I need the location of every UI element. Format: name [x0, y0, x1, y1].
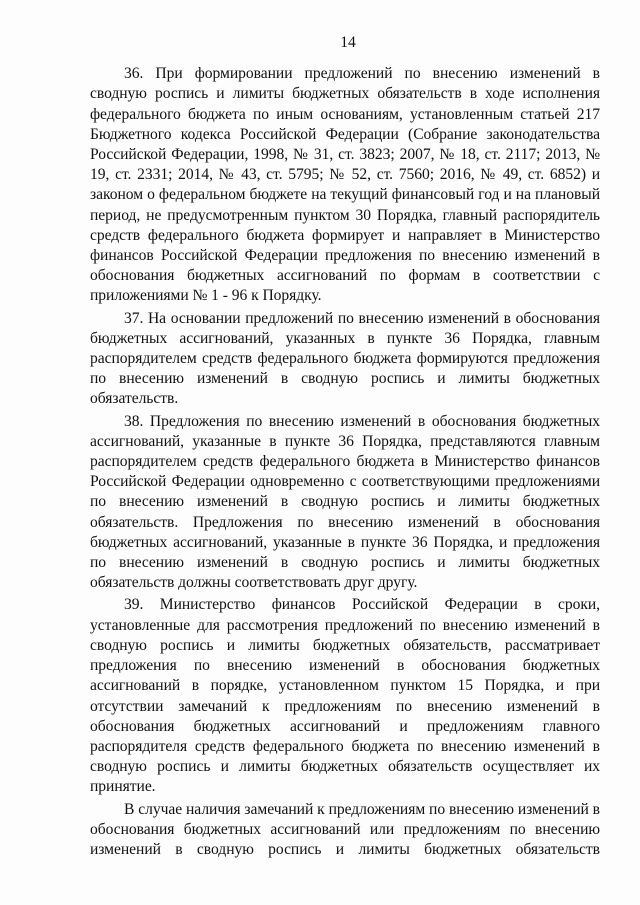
paragraph-39-continuation: В случае наличия замечаний к предложениям по внесению изменений в обоснования бюджетных ассигнований или предложениям по внесению изменений в сводную роспись и лимиты бюджетных обязательств [90, 800, 600, 858]
paragraph-36: 36. При формировании предложений по внесению изменений в сводную роспись и лимиты бюджетных обязательств в ходе исполнения федерального бюджета по иным основаниям, установленным статьей 217 Бюджетного кодекса Российской Федерации (Собрание законодательства Российской Федерации, 1998, № 31, ст. 3823; 2007, № 18, ст. 2117; 2013, № 19, ст. 2331; 2014, № 43, ст. 5795; № 52, ст. 7560; 2016, № 49, ст. 6852) и законом о федеральном бюджете на текущий финансовый год и на плановый период, не предусмотренным пунктом 30 Порядка, главный распорядитель средств федерального бюджета формирует и направляет в Министерство финансов Российской Федерации предложения по внесению изменений в обоснования бюджетных ассигнований по формам в соответствии с приложениями № 1 - 96 к Порядку. [90, 65, 600, 305]
paragraph-37: 37. На основании предложений по внесению изменений в обоснования бюджетных ассигнований, указанных в пункте 36 Порядка, главным распорядителем средств федерального бюджета формируются предложения по внесению изменений в сводную роспись и лимиты бюджетных обязательств. [90, 309, 600, 408]
paragraph-38: 38. Предложения по внесению изменений в обоснования бюджетных ассигнований, указанные в пункте 36 Порядка, представляются главным распорядителем средств федерального бюджета в Министерство финансов Российской Федерации одновременно с соответствующими предложениями по внесению изменений в сводную роспись и лимиты бюджетных обязательств. Предложения по внесению изменений в обоснования бюджетных ассигнований, указанные в пункте 36 Порядка, и предложения по внесению изменений в сводную роспись и лимиты бюджетных обязательств должны соответствовать друг другу. [90, 412, 600, 592]
page-number: 14 [340, 34, 356, 51]
paragraph-39: 39. Министерство финансов Российской Федерации в сроки, установленные для рассмотрения предложений по внесению изменений в сводную роспись и лимиты бюджетных обязательств, рассматривает предложения по внесению изменений в обоснования бюджетных ассигнований в порядке, установленном пунктом 15 Порядка, и при отсутствии замечаний к предложениям по внесению изменений в обоснования бюджетных ассигнований и предложениям главного распорядителя средств федерального бюджета по внесению изменений в сводную роспись и лимиты бюджетных обязательств осуществляет их принятие. [90, 596, 600, 796]
